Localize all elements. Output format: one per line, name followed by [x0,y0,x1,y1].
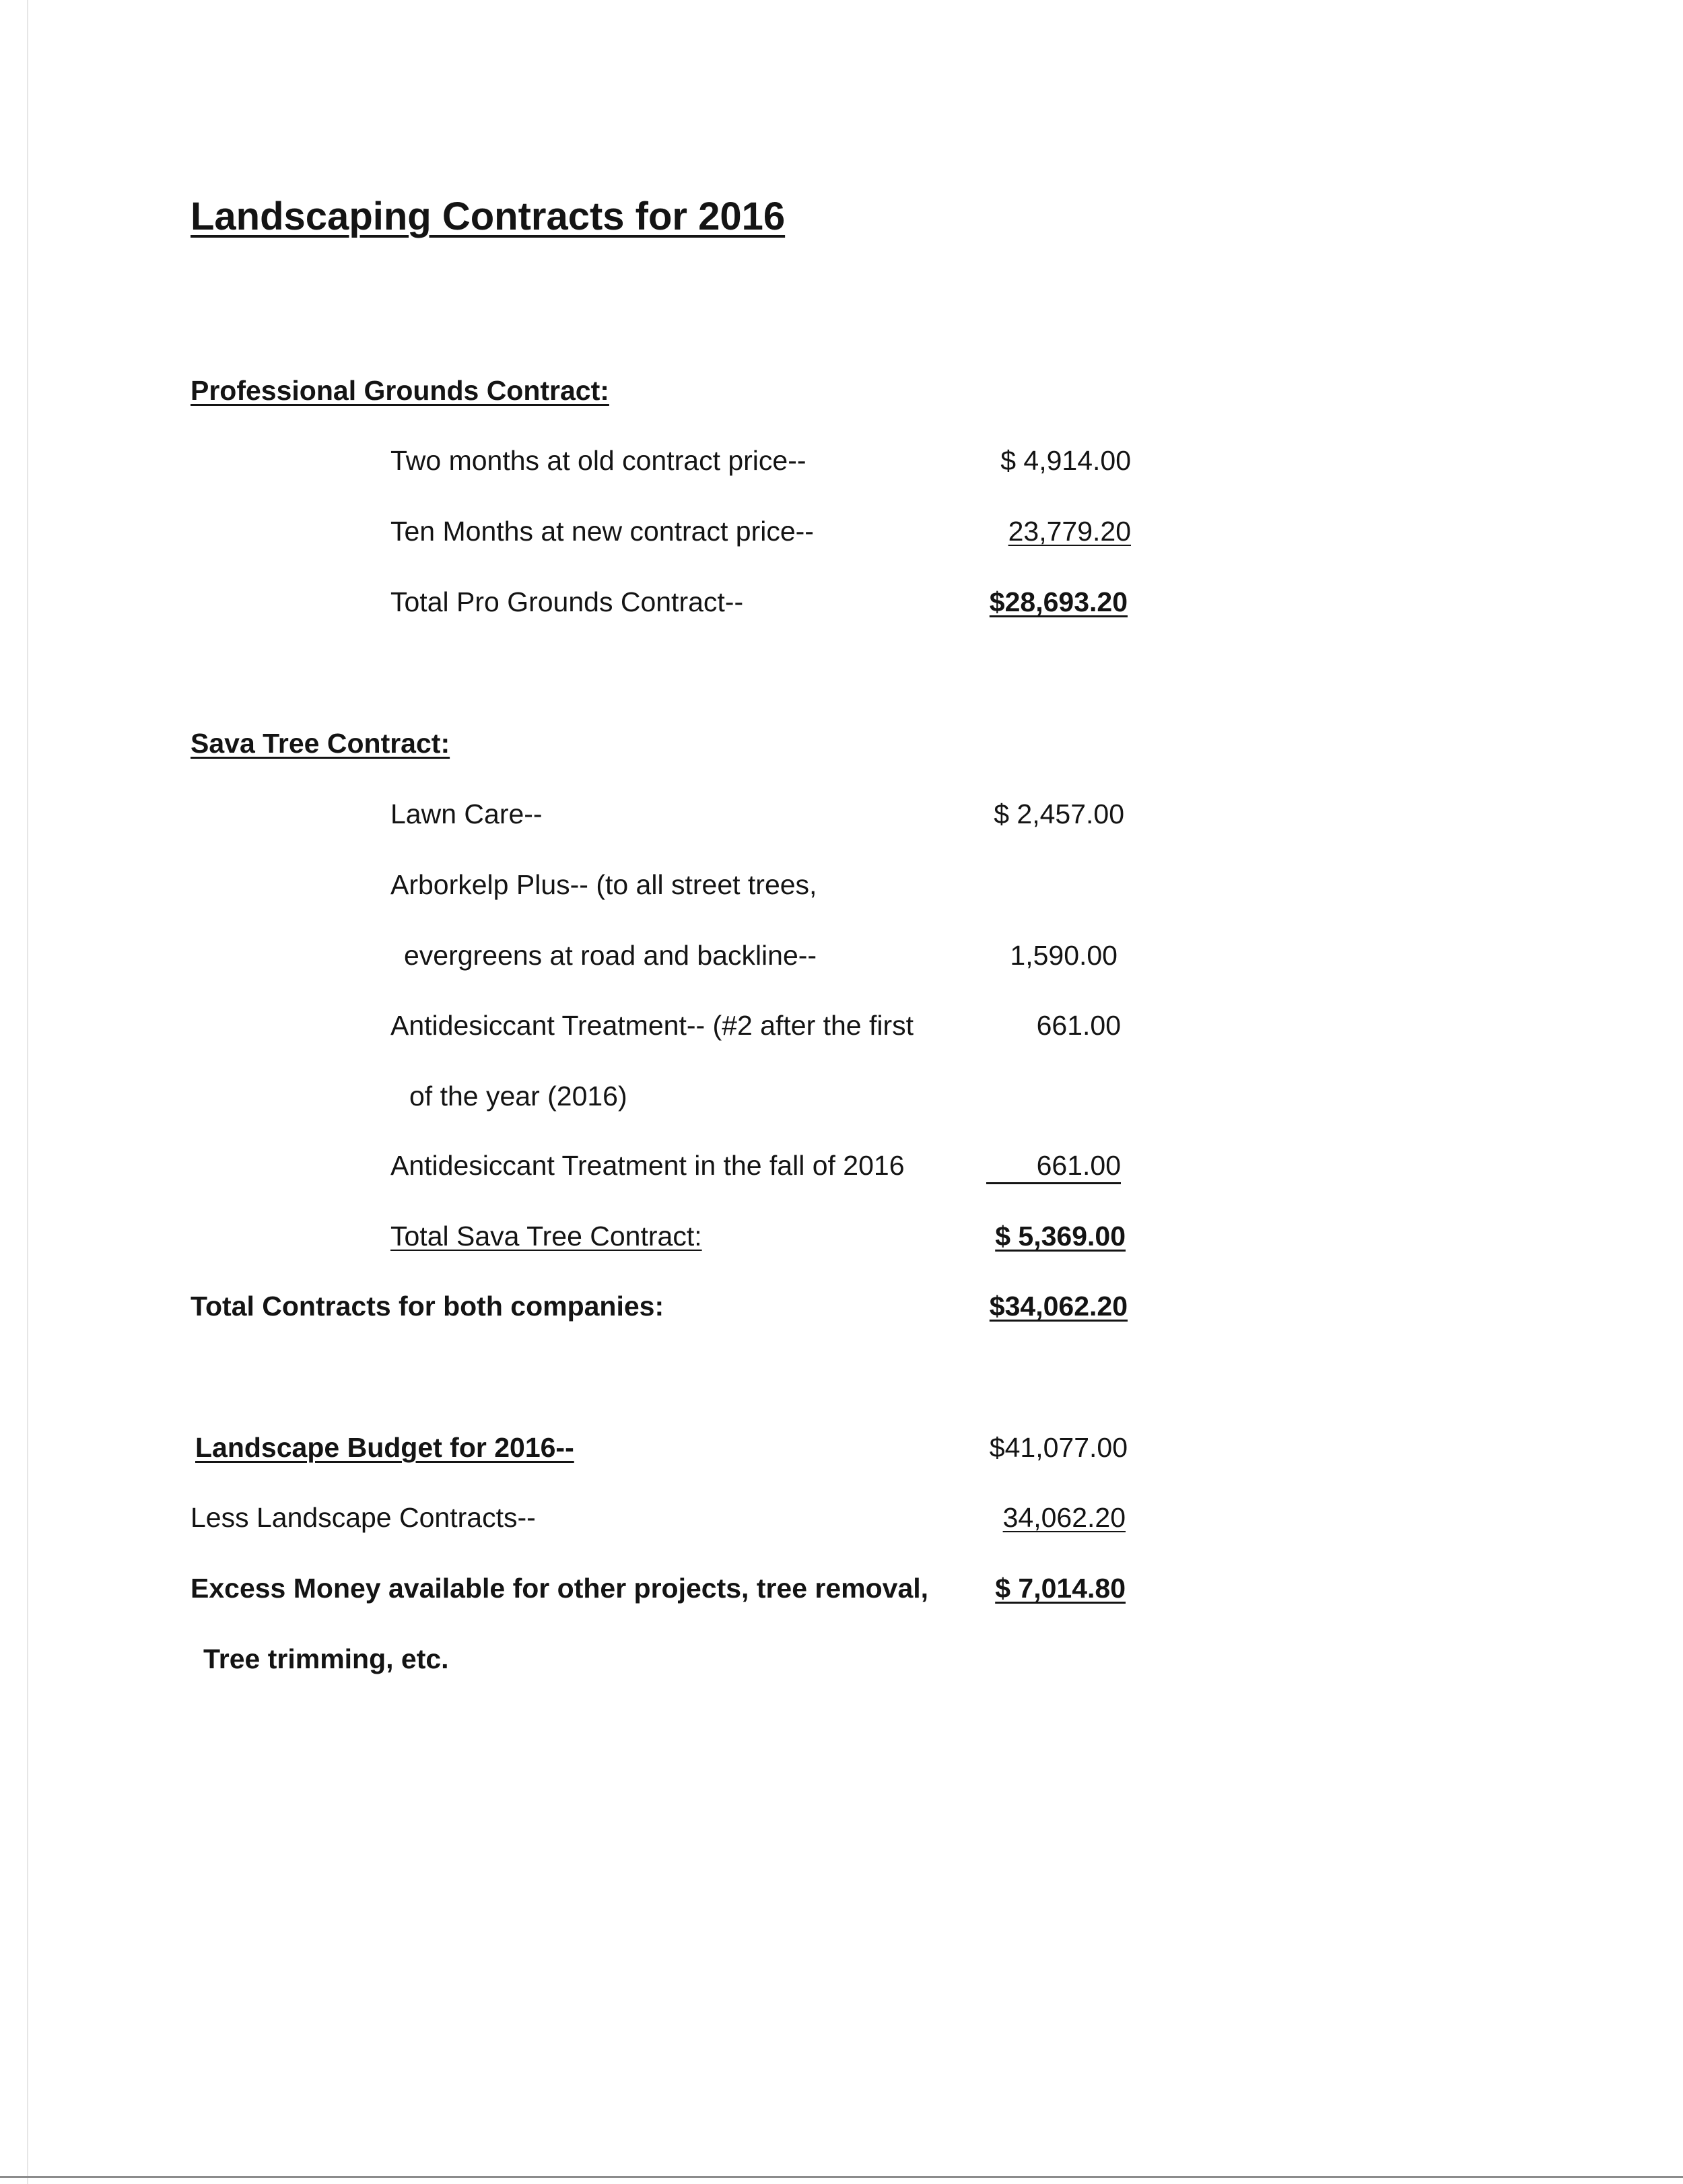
sava-lawn-care-label: Lawn Care-- [390,798,543,829]
less-contracts-amount: 34,062.20 [1002,1502,1126,1533]
sava-arborkelp-amount: 1,590.00 [1010,940,1118,971]
sava-antidesiccant-fall-label: Antidesiccant Treatment in the fall of 2016 [390,1150,905,1181]
scan-bottom-edge [0,2176,1683,2178]
sava-fall-amount-rule [986,1182,1121,1184]
sava-antidesiccant-line1: Antidesiccant Treatment-- (#2 after the first [390,1010,914,1041]
total-both-label: Total Contracts for both companies: [191,1291,664,1322]
scan-left-edge [27,0,28,2184]
pg-total-label: Total Pro Grounds Contract-- [390,586,744,617]
pg-row-new-label: Ten Months at new contract price-- [390,516,814,547]
sava-lawn-care-amount: $ 2,457.00 [994,798,1124,829]
total-both-amount: $34,062.20 [989,1291,1128,1322]
excess-money-amount: $ 7,014.80 [995,1573,1126,1604]
sava-antidesiccant-amount: 661.00 [1036,1010,1121,1041]
sava-antidesiccant-line2: of the year (2016) [409,1081,627,1112]
sava-tree-heading: Sava Tree Contract: [191,728,450,759]
professional-grounds-heading: Professional Grounds Contract: [191,375,609,406]
sava-total-label: Total Sava Tree Contract: [390,1221,702,1252]
sava-antidesiccant-fall-amount: 661.00 [1036,1150,1121,1181]
budget-heading: Landscape Budget for 2016-- [195,1432,574,1463]
pg-total-amount: $28,693.20 [989,586,1128,617]
pg-row-new-amount: 23,779.20 [1008,516,1131,547]
sava-arborkelp-line2: evergreens at road and backline-- [404,940,817,971]
excess-money-line1: Excess Money available for other projects, tree removal, [191,1573,929,1604]
pg-row-old-label: Two months at old contract price-- [390,445,806,476]
page-title: Landscaping Contracts for 2016 [191,195,786,238]
sava-arborkelp-line1: Arborkelp Plus-- (to all street trees, [390,869,817,900]
budget-amount: $41,077.00 [989,1432,1128,1463]
pg-row-old-amount: $ 4,914.00 [1000,445,1131,476]
sava-total-amount: $ 5,369.00 [995,1221,1126,1252]
less-contracts-label: Less Landscape Contracts-- [191,1502,536,1533]
excess-money-line2: Tree trimming, etc. [203,1643,449,1674]
